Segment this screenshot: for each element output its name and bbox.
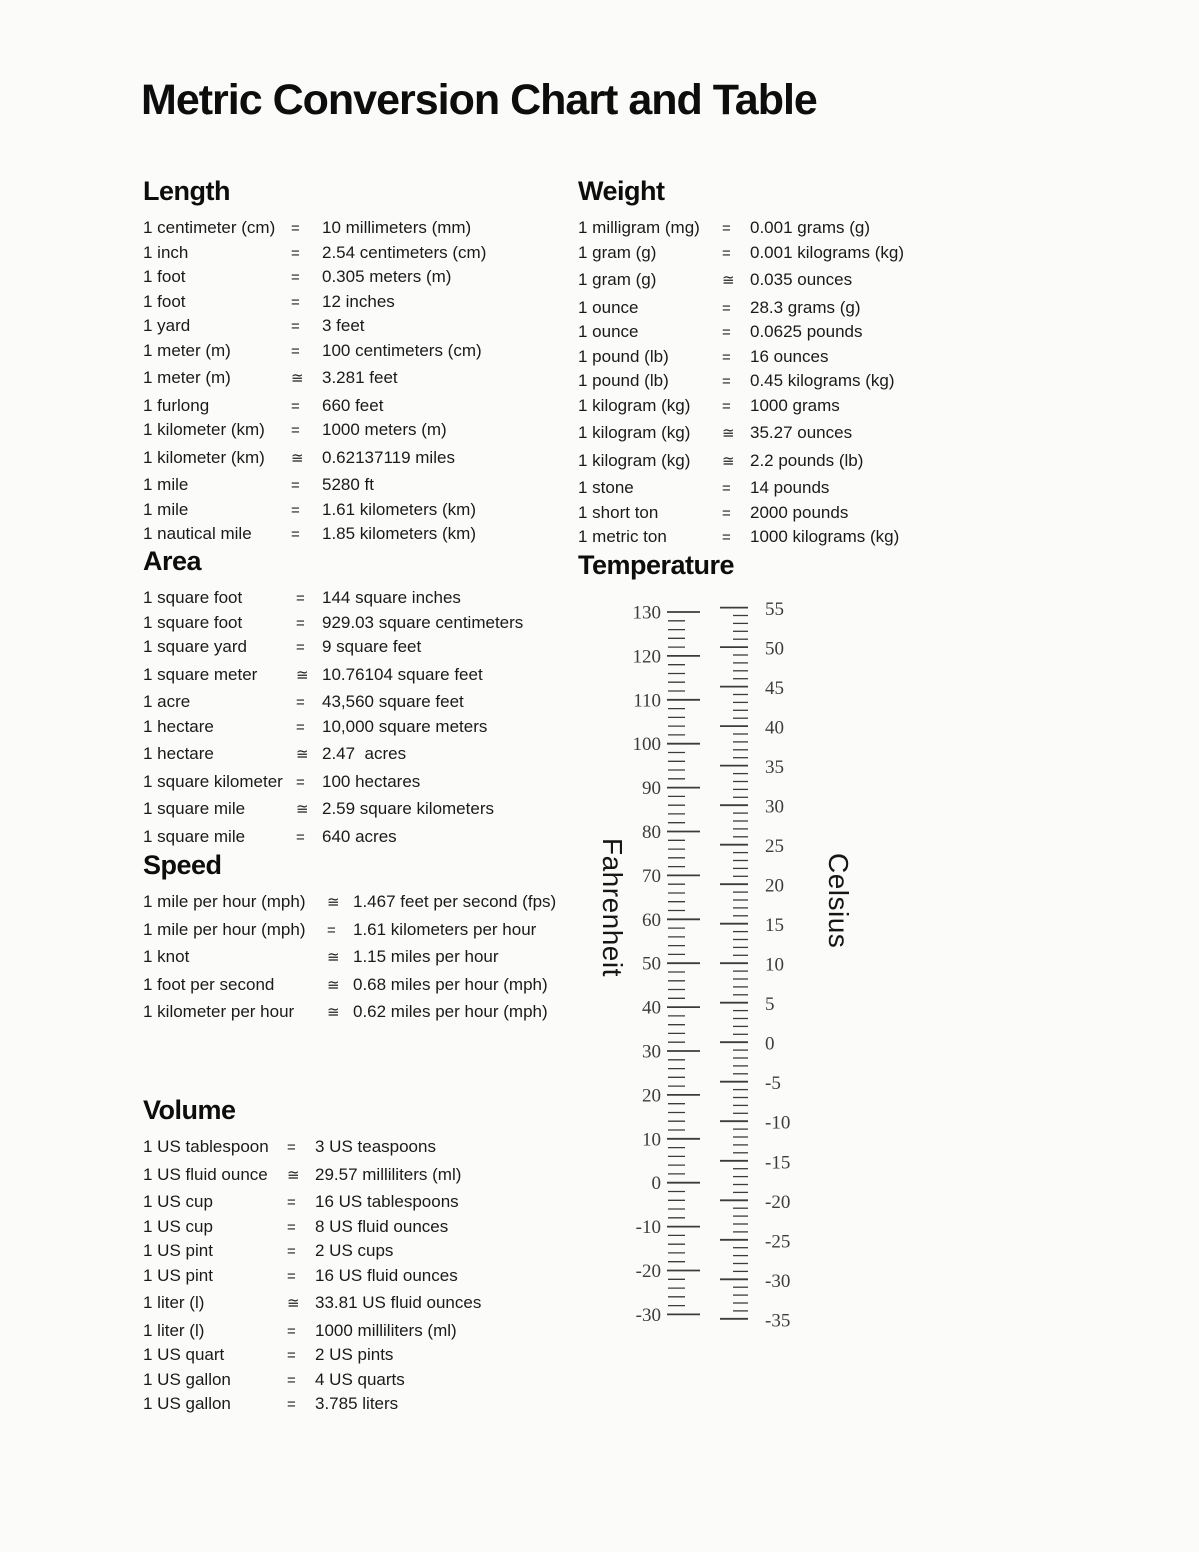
- conversion-sign: =: [291, 526, 300, 543]
- conversion-sign: =: [327, 921, 336, 939]
- conversion-to: 640 acres: [322, 826, 397, 846]
- conversion-sign: =: [291, 342, 300, 360]
- conversion-sign: =: [287, 1218, 296, 1236]
- conversion-from: 1 kilometer (km): [143, 420, 265, 439]
- conversion-to: 3 US teaspoons: [315, 1137, 436, 1156]
- conversion-sign: =: [287, 1267, 296, 1285]
- conversion-from: 1 square foot: [143, 588, 243, 607]
- conversion-row: [578, 421, 1018, 446]
- conversion-to: 14 pounds: [750, 478, 830, 497]
- conversion-from: 1 US fluid ounce: [143, 1164, 268, 1184]
- celsius-tick-label: -35: [765, 1310, 791, 1332]
- conversion-to: 1000 milliliters (ml): [315, 1320, 457, 1340]
- speed-heading: Speed: [143, 850, 222, 880]
- area-heading: Area: [143, 546, 202, 576]
- conversion-from: 1 nautical mile: [143, 524, 252, 543]
- conversion-row: [578, 525, 1018, 550]
- celsius-tick-label: -10: [765, 1112, 791, 1134]
- conversion-row: [143, 1190, 573, 1215]
- conversion-sign: =: [287, 1243, 296, 1260]
- conversion-from: 1 liter (l): [143, 1320, 205, 1340]
- conversion-to: 660 feet: [322, 395, 384, 415]
- conversion-sign: =: [296, 718, 305, 736]
- conversion-to: 144 square inches: [322, 588, 461, 607]
- conversion-to: 2.54 centimeters (cm): [322, 242, 487, 262]
- conversion-to: 0.305 meters (m): [322, 267, 452, 286]
- conversion-to: 16 US fluid ounces: [315, 1265, 458, 1285]
- conversion-from: 1 US quart: [143, 1345, 225, 1364]
- conversion-sign: ≅: [291, 370, 304, 387]
- conversion-sign: =: [296, 639, 305, 656]
- conversion-from: 1 ounce: [578, 322, 639, 341]
- conversion-sign: =: [287, 1371, 296, 1389]
- conversion-row: [143, 1319, 573, 1344]
- conversion-from: 1 short ton: [578, 502, 659, 522]
- conversion-from: 1 gram (g): [578, 270, 657, 289]
- fahrenheit-tick-label: -10: [635, 1217, 661, 1239]
- celsius-tick-label: 55: [765, 599, 784, 621]
- conversion-sign: =: [722, 324, 731, 341]
- conversion-to: 100 centimeters (cm): [322, 340, 482, 360]
- conversion-row: [143, 1239, 573, 1264]
- conversion-from: 1 metric ton: [578, 527, 667, 546]
- conversion-from: 1 US gallon: [143, 1394, 231, 1413]
- celsius-tick-label: 15: [765, 915, 784, 937]
- conversion-sign: =: [722, 348, 731, 366]
- conversion-sign: =: [291, 269, 300, 286]
- conversion-row: [578, 216, 1018, 241]
- conversion-row: [143, 265, 573, 290]
- conversion-row: [143, 290, 573, 315]
- conversion-from: 1 foot: [143, 291, 186, 311]
- weight-heading: Weight: [578, 176, 665, 206]
- fahrenheit-tick-label: 30: [642, 1041, 661, 1063]
- fahrenheit-tick-label: 0: [651, 1173, 661, 1195]
- conversion-from: 1 square mile: [143, 799, 246, 818]
- celsius-tick-label: 5: [765, 994, 775, 1016]
- fahrenheit-tick-label: 50: [642, 953, 661, 975]
- conversion-to: 1.61 kilometers (km): [322, 499, 476, 519]
- conversion-sign: ≅: [296, 801, 309, 818]
- conversion-sign: =: [722, 299, 731, 317]
- conversion-sign: ≅: [291, 449, 304, 467]
- conversion-from: 1 furlong: [143, 395, 210, 415]
- conversion-to: 2.2 pounds (lb): [750, 450, 864, 470]
- fahrenheit-tick-label: 60: [642, 909, 661, 931]
- conversion-from: 1 yard: [143, 316, 191, 335]
- conversion-row: [143, 1163, 573, 1188]
- conversion-from: 1 inch: [143, 242, 189, 262]
- conversion-row: [143, 1368, 573, 1393]
- conversion-to: 3 feet: [322, 316, 365, 335]
- section-volume: [143, 1095, 573, 1417]
- conversion-row: [143, 418, 573, 443]
- conversion-row: [578, 449, 1018, 474]
- conversion-sign: =: [722, 373, 731, 390]
- conversion-row: [143, 770, 573, 795]
- conversion-from: 1 hectare: [143, 744, 214, 763]
- conversion-to: 33.81 US fluid ounces: [315, 1293, 482, 1312]
- fahrenheit-tick-label: 90: [642, 778, 661, 800]
- conversion-sign: ≅: [722, 272, 735, 289]
- conversion-to: 9 square feet: [322, 637, 422, 656]
- conversion-from: 1 centimeter (cm): [143, 218, 276, 237]
- conversion-row: [143, 1392, 573, 1417]
- conversion-from: 1 foot: [143, 267, 186, 286]
- conversion-to: 1.467 feet per second (fps): [353, 892, 557, 911]
- conversion-from: 1 kilometer per hour: [143, 1002, 295, 1021]
- conversion-row: [143, 945, 593, 970]
- conversion-to: 0.45 kilograms (kg): [750, 371, 895, 390]
- section-temperature: [578, 550, 1048, 1332]
- conversion-to: 0.001 kilograms (kg): [750, 242, 905, 262]
- conversion-row: [143, 663, 573, 688]
- conversion-to: 1.61 kilometers per hour: [353, 919, 537, 939]
- conversion-row: [143, 1343, 573, 1368]
- conversion-sign: =: [296, 828, 305, 846]
- conversion-to: 16 US tablespoons: [315, 1192, 459, 1211]
- conversion-from: 1 acre: [143, 692, 191, 711]
- conversion-row: [143, 715, 573, 740]
- celsius-axis-label: Celsius: [823, 853, 854, 949]
- conversion-to: 8 US fluid ounces: [315, 1216, 449, 1236]
- conversion-row: [143, 446, 573, 471]
- conversion-row: [578, 369, 1018, 394]
- conversion-to: 10,000 square meters: [322, 716, 488, 736]
- conversion-row: [578, 394, 1018, 419]
- fahrenheit-axis-label: Fahrenheit: [597, 838, 628, 977]
- conversion-to: 12 inches: [322, 291, 395, 311]
- conversion-to: 2 US pints: [315, 1345, 394, 1364]
- conversion-row: [578, 296, 1018, 321]
- section-length: [143, 176, 573, 547]
- conversion-to: 0.035 ounces: [750, 270, 853, 289]
- conversion-sign: =: [287, 1322, 296, 1340]
- conversion-from: 1 gram (g): [578, 242, 657, 262]
- conversion-row: [578, 476, 1018, 501]
- conversion-sign: =: [296, 590, 305, 607]
- conversion-row: [143, 1264, 573, 1289]
- conversion-to: 10 millimeters (mm): [322, 218, 472, 237]
- celsius-tick-label: -20: [765, 1191, 791, 1213]
- celsius-tick-label: 25: [765, 836, 784, 858]
- conversion-row: [143, 314, 573, 339]
- conversion-to: 28.3 grams (g): [750, 297, 861, 317]
- fahrenheit-tick-label: 20: [642, 1085, 661, 1107]
- conversion-to: 0.62137119 miles: [322, 447, 455, 467]
- conversion-to: 1000 grams: [750, 395, 840, 415]
- conversion-sign: =: [722, 244, 731, 262]
- conversion-to: 2.59 square kilometers: [322, 799, 494, 818]
- celsius-tick-label: 20: [765, 875, 784, 897]
- conversion-sign: =: [296, 694, 305, 711]
- celsius-tick-label: -15: [765, 1152, 791, 1174]
- conversion-row: [143, 611, 573, 636]
- conversion-row: [578, 320, 1018, 345]
- conversion-from: 1 US pint: [143, 1241, 213, 1260]
- fahrenheit-tick-label: -30: [635, 1304, 661, 1326]
- conversion-from: 1 US cup: [143, 1216, 213, 1236]
- celsius-tick-label: -25: [765, 1231, 791, 1253]
- conversion-row: [578, 241, 1018, 266]
- conversion-row: [143, 241, 573, 266]
- conversion-sign: =: [722, 397, 731, 415]
- conversion-to: 4 US quarts: [315, 1369, 405, 1389]
- conversion-from: 1 square meter: [143, 664, 258, 684]
- fahrenheit-tick-label: 130: [632, 602, 661, 624]
- celsius-tick-label: -5: [765, 1073, 781, 1095]
- conversion-sign: ≅: [327, 949, 340, 966]
- conversion-sign: ≅: [722, 425, 735, 442]
- conversion-sign: =: [287, 1194, 296, 1211]
- celsius-tick-label: 30: [765, 796, 784, 818]
- weight-conversion-list: [578, 216, 1018, 550]
- conversion-from: 1 US cup: [143, 1192, 213, 1211]
- conversion-from: 1 liter (l): [143, 1293, 205, 1312]
- conversion-from: 1 US gallon: [143, 1369, 231, 1389]
- conversion-from: 1 knot: [143, 947, 190, 966]
- celsius-tick-label: 40: [765, 717, 784, 739]
- conversion-sign: ≅: [327, 976, 340, 994]
- celsius-tick-label: 45: [765, 678, 784, 700]
- conversion-to: 100 hectares: [322, 771, 421, 791]
- conversion-from: 1 US tablespoon: [143, 1137, 269, 1156]
- fahrenheit-tick-label: -20: [635, 1261, 661, 1282]
- volume-heading: Volume: [143, 1095, 236, 1125]
- conversion-sign: =: [296, 614, 305, 632]
- conversion-row: [143, 1135, 573, 1160]
- conversion-to: 0.62 miles per hour (mph): [353, 1002, 548, 1021]
- conversion-row: [143, 1291, 573, 1316]
- conversion-to: 2 US cups: [315, 1241, 394, 1260]
- conversion-to: 0.68 miles per hour (mph): [353, 974, 548, 994]
- fahrenheit-tick-label: 80: [642, 822, 661, 843]
- conversion-sign: ≅: [296, 666, 309, 684]
- conversion-sign: =: [722, 529, 731, 546]
- conversion-sign: =: [722, 220, 731, 237]
- conversion-sign: ≅: [327, 894, 340, 911]
- conversion-from: 1 kilogram (kg): [578, 423, 691, 442]
- fahrenheit-tick-label: 70: [642, 865, 661, 887]
- conversion-row: [143, 890, 593, 915]
- celsius-tick-label: 10: [765, 954, 784, 976]
- conversion-sign: ≅: [327, 1004, 340, 1021]
- conversion-from: 1 mile per hour (mph): [143, 919, 306, 939]
- conversion-sign: =: [287, 1396, 296, 1413]
- conversion-sign: =: [291, 220, 300, 237]
- conversion-from: 1 square foot: [143, 612, 243, 632]
- conversion-sign: ≅: [722, 452, 735, 470]
- conversion-from: 1 ounce: [578, 297, 639, 317]
- celsius-tick-label: 50: [765, 638, 784, 660]
- conversion-from: 1 milligram (mg): [578, 218, 700, 237]
- conversion-from: 1 square yard: [143, 637, 247, 656]
- conversion-sign: ≅: [296, 746, 309, 763]
- temperature-scale: [595, 582, 875, 1360]
- conversion-to: 3.281 feet: [322, 368, 398, 387]
- conversion-row: [143, 498, 573, 523]
- conversion-row: [578, 268, 1018, 293]
- conversion-to: 1000 kilograms (kg): [750, 527, 900, 546]
- fahrenheit-tick-label: 100: [632, 734, 661, 756]
- conversion-from: 1 pound (lb): [578, 371, 669, 390]
- conversion-sign: ≅: [287, 1166, 300, 1184]
- conversion-from: 1 square kilometer: [143, 771, 283, 791]
- conversion-to: 2000 pounds: [750, 502, 849, 522]
- conversion-row: [578, 501, 1018, 526]
- area-conversion-list: [143, 586, 573, 849]
- conversion-row: [143, 797, 573, 822]
- conversion-from: 1 kilogram (kg): [578, 450, 691, 470]
- conversion-to: 0.0625 pounds: [750, 322, 863, 341]
- conversion-to: 929.03 square centimeters: [322, 612, 524, 632]
- conversion-row: [143, 586, 573, 611]
- conversion-to: 0.001 grams (g): [750, 218, 870, 237]
- conversion-row: [143, 973, 593, 998]
- conversion-sign: =: [722, 480, 731, 497]
- conversion-from: 1 kilometer (km): [143, 447, 265, 467]
- celsius-tick-label: 0: [765, 1033, 775, 1055]
- conversion-to: 1.15 miles per hour: [353, 947, 499, 966]
- conversion-sign: ≅: [287, 1295, 300, 1312]
- conversion-from: 1 US pint: [143, 1265, 213, 1285]
- conversion-from: 1 meter (m): [143, 368, 231, 387]
- conversion-to: 35.27 ounces: [750, 423, 853, 442]
- conversion-from: 1 kilogram (kg): [578, 395, 691, 415]
- fahrenheit-tick-label: 110: [633, 690, 661, 712]
- conversion-row: [143, 1215, 573, 1240]
- conversion-sign: =: [296, 773, 305, 791]
- length-conversion-list: [143, 216, 573, 547]
- page-title: Metric Conversion Chart and Table: [141, 76, 817, 124]
- section-weight: [578, 176, 1018, 550]
- conversion-row: [143, 825, 573, 850]
- speed-conversion-list: [143, 890, 593, 1025]
- conversion-to: 2.47 acres: [322, 744, 407, 763]
- conversion-sign: =: [291, 397, 300, 415]
- conversion-sign: =: [287, 1347, 296, 1364]
- temperature-heading: Temperature: [578, 550, 735, 580]
- conversion-from: 1 meter (m): [143, 340, 231, 360]
- conversion-sign: =: [291, 293, 300, 311]
- section-area: [143, 546, 573, 849]
- conversion-to: 16 ounces: [750, 346, 829, 366]
- length-heading: Length: [143, 176, 230, 206]
- conversion-to: 1.85 kilometers (km): [322, 524, 476, 543]
- volume-conversion-list: [143, 1135, 573, 1417]
- conversion-from: 1 mile: [143, 475, 189, 494]
- conversion-to: 29.57 milliliters (ml): [315, 1164, 462, 1184]
- conversion-row: [143, 522, 573, 547]
- conversion-sign: =: [291, 318, 300, 335]
- conversion-row: [143, 394, 573, 419]
- fahrenheit-tick-label: 10: [642, 1129, 661, 1151]
- fahrenheit-tick-label: 120: [632, 646, 661, 668]
- conversion-sign: =: [291, 501, 300, 519]
- conversion-from: 1 hectare: [143, 716, 214, 736]
- conversion-from: 1 square mile: [143, 826, 246, 846]
- conversion-sign: =: [291, 477, 300, 494]
- celsius-tick-label: 35: [765, 757, 784, 779]
- conversion-row: [143, 339, 573, 364]
- conversion-row: [143, 1000, 593, 1025]
- conversion-from: 1 mile per hour (mph): [143, 892, 306, 911]
- fahrenheit-tick-label: 40: [642, 997, 661, 1019]
- conversion-sign: =: [287, 1139, 296, 1156]
- conversion-row: [143, 918, 593, 943]
- conversion-from: 1 foot per second: [143, 974, 275, 994]
- conversion-row: [143, 473, 573, 498]
- conversion-from: 1 pound (lb): [578, 346, 669, 366]
- conversion-to: 1000 meters (m): [322, 420, 447, 439]
- conversion-sign: =: [722, 504, 731, 522]
- conversion-row: [143, 366, 573, 391]
- conversion-from: 1 mile: [143, 499, 189, 519]
- conversion-to: 43,560 square feet: [322, 692, 464, 711]
- conversion-row: [143, 742, 573, 767]
- conversion-from: 1 stone: [578, 478, 634, 497]
- celsius-tick-label: -30: [765, 1270, 791, 1292]
- conversion-to: 3.785 liters: [315, 1394, 399, 1413]
- conversion-to: 5280 ft: [322, 475, 374, 494]
- conversion-sign: =: [291, 422, 300, 439]
- conversion-row: [143, 216, 573, 241]
- conversion-row: [143, 635, 573, 660]
- conversion-sign: =: [291, 244, 300, 262]
- conversion-to: 10.76104 square feet: [322, 664, 483, 684]
- conversion-row: [578, 345, 1018, 370]
- section-speed: [143, 850, 593, 1028]
- conversion-row: [143, 690, 573, 715]
